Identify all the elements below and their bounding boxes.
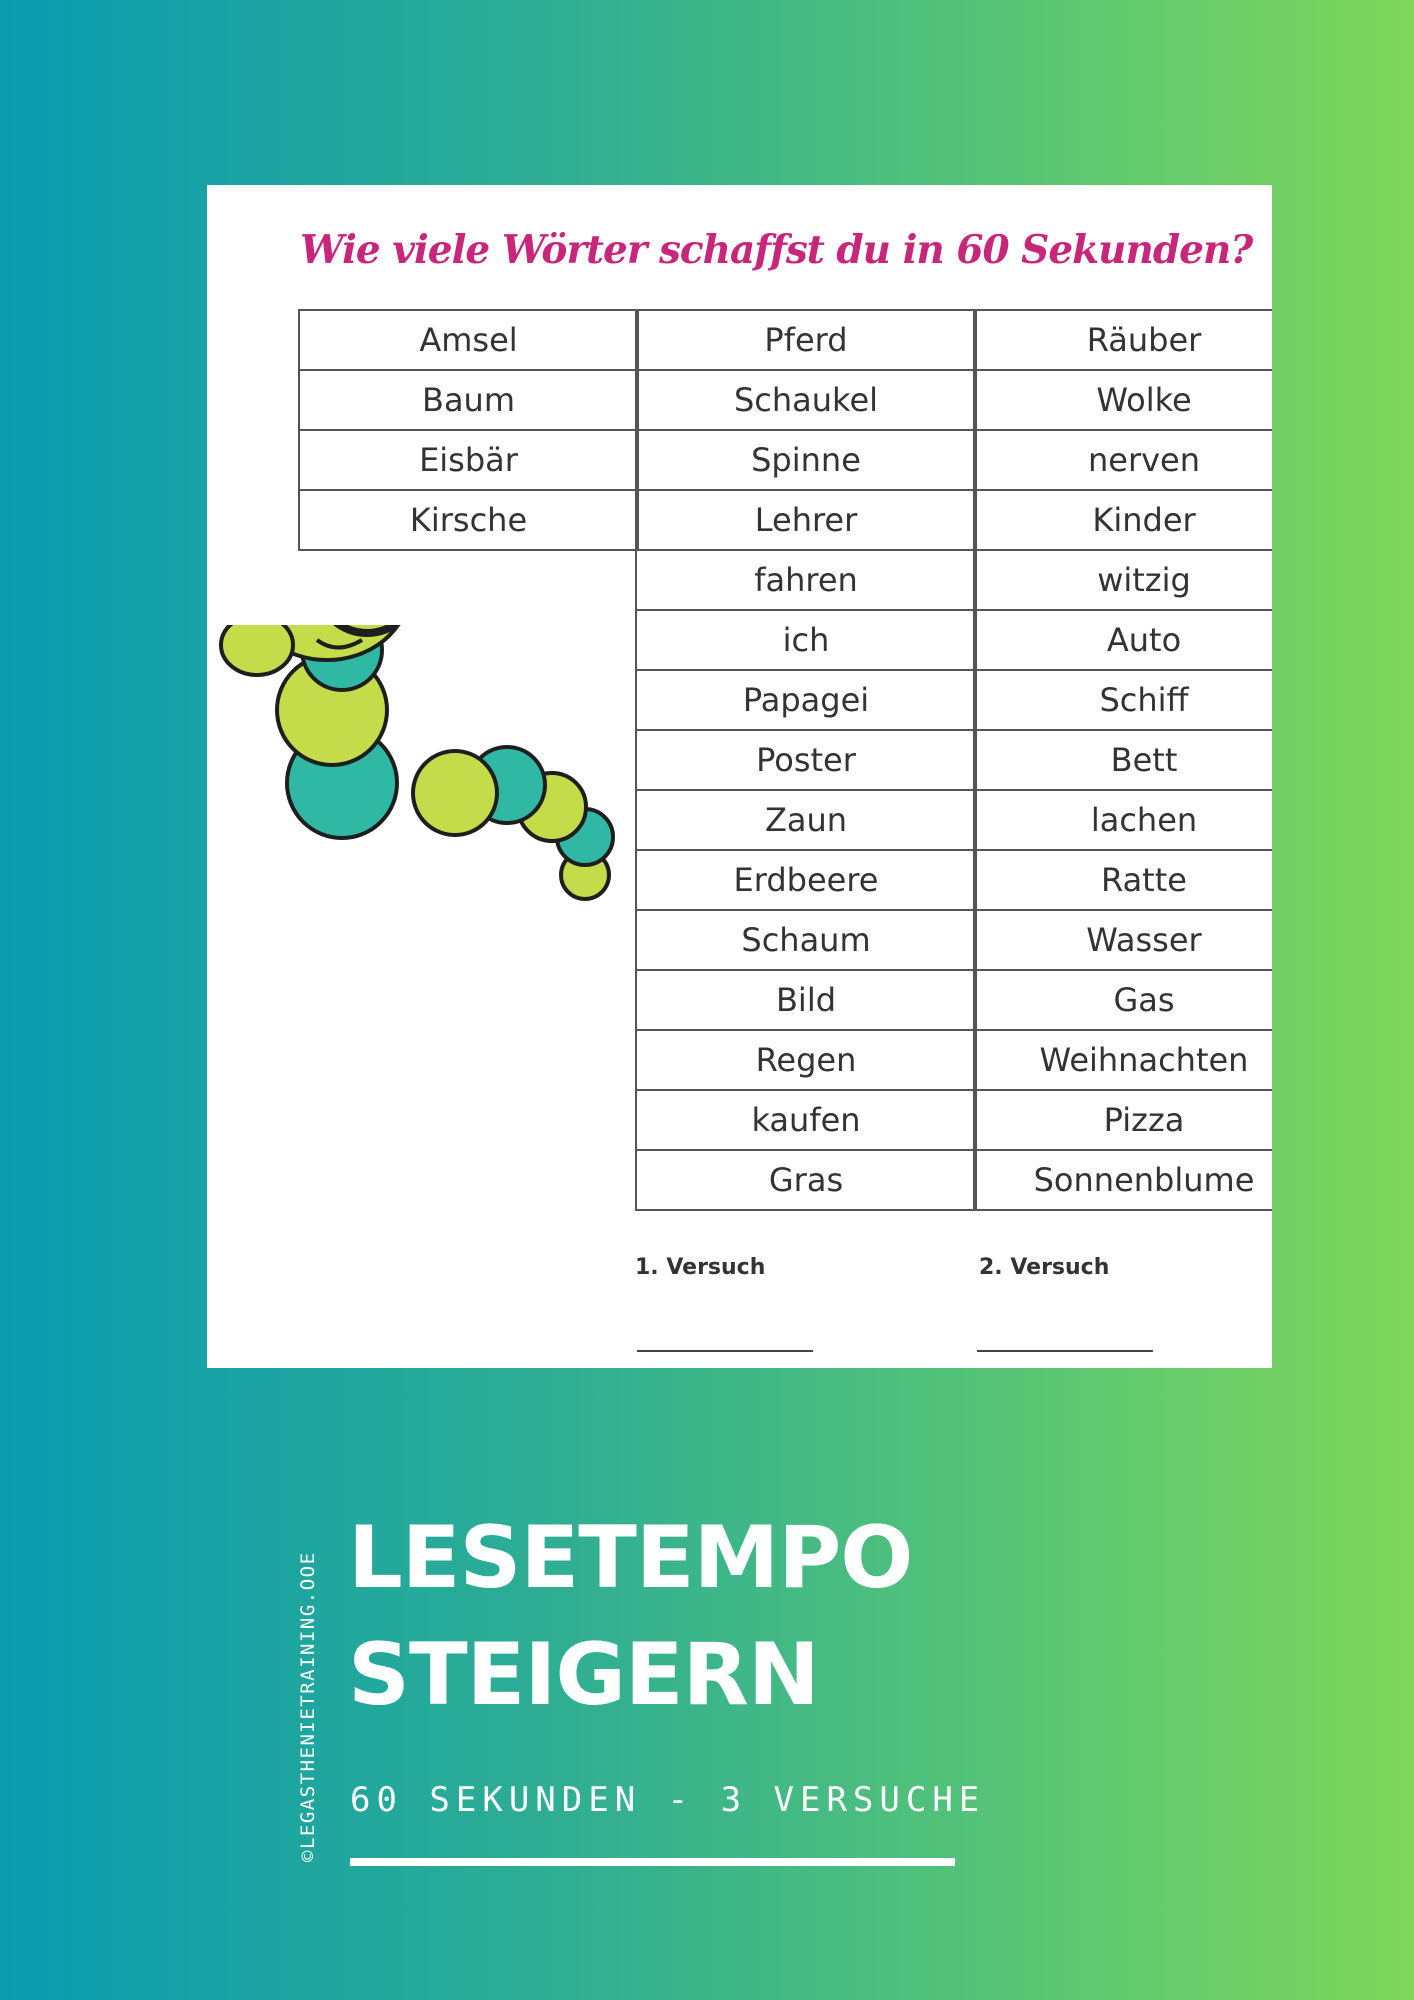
word-cell: Kirsche xyxy=(298,489,639,551)
word-cell: Auto xyxy=(973,609,1272,671)
attempt-1-label: 1. Versuch xyxy=(635,1255,766,1280)
word-cell: Sonnenblume xyxy=(973,1149,1272,1211)
word-cell: Papagei xyxy=(635,669,977,731)
word-cell: Gas xyxy=(973,969,1272,1031)
attempt-1-answer-line xyxy=(637,1350,813,1352)
attempt-2-label: 2. Versuch xyxy=(979,1255,1110,1280)
word-cell: Räuber xyxy=(973,309,1272,371)
subtitle-underline xyxy=(350,1858,955,1866)
word-cell: Pferd xyxy=(635,309,977,371)
word-cell: witzig xyxy=(973,549,1272,611)
worksheet-image xyxy=(207,185,1272,1368)
word-cell: Ratte xyxy=(973,849,1272,911)
bookworm-illustration xyxy=(207,625,627,1145)
word-cell: Poster xyxy=(635,729,977,791)
word-cell: Kinder xyxy=(973,489,1272,551)
word-cell: Amsel xyxy=(298,309,639,371)
word-cell: Schiff xyxy=(973,669,1272,731)
word-cell: nerven xyxy=(973,429,1272,491)
word-cell: Bild xyxy=(635,969,977,1031)
word-cell: Erdbeere xyxy=(635,849,977,911)
word-cell: Lehrer xyxy=(635,489,977,551)
word-cell: kaufen xyxy=(635,1089,977,1151)
heading-line-1: LESETEMPO xyxy=(348,1508,913,1608)
word-cell: Pizza xyxy=(973,1089,1272,1151)
instagram-handle: ©LEGASTHENIETRAINING.OOE xyxy=(297,1551,319,1862)
word-cell: Schaukel xyxy=(635,369,977,431)
word-cell: fahren xyxy=(635,549,977,611)
word-cell: Spinne xyxy=(635,429,977,491)
word-cell: Eisbär xyxy=(298,429,639,491)
word-cell: Baum xyxy=(298,369,639,431)
worksheet-title: Wie viele Wörter schaffst du in 60 Sekunden? xyxy=(300,227,1253,273)
word-cell: lachen xyxy=(973,789,1272,851)
word-cell: Wasser xyxy=(973,909,1272,971)
word-cell: Zaun xyxy=(635,789,977,851)
word-cell: Regen xyxy=(635,1029,977,1091)
subtitle: 60 SEKUNDEN - 3 VERSUCHE xyxy=(350,1780,986,1820)
word-cell: Weihnachten xyxy=(973,1029,1272,1091)
heading-line-2: STEIGERN xyxy=(348,1625,819,1725)
word-cell: Gras xyxy=(635,1149,977,1211)
word-cell: Bett xyxy=(973,729,1272,791)
word-cell: ich xyxy=(635,609,977,671)
word-cell: Schaum xyxy=(635,909,977,971)
word-cell: Wolke xyxy=(973,369,1272,431)
attempt-2-answer-line xyxy=(977,1350,1153,1352)
